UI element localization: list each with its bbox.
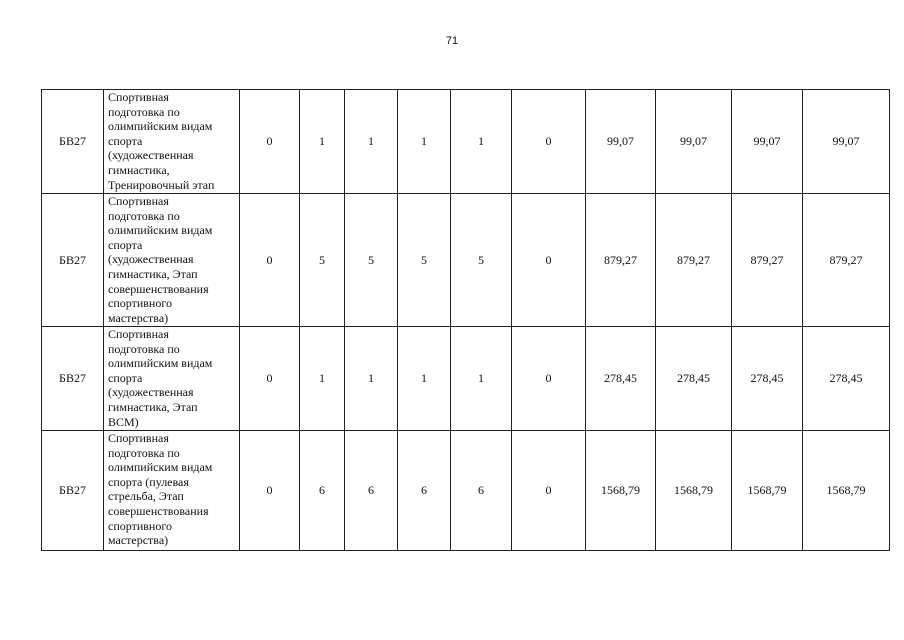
value-cell: 879,27 <box>732 194 803 327</box>
value-cell: 5 <box>300 194 345 327</box>
description-line: стрельба, Этап <box>108 489 184 504</box>
value-cell: 99,07 <box>803 90 890 194</box>
row-code: БВ27 <box>42 90 104 194</box>
value-cell: 1 <box>398 327 451 431</box>
description-line: гимнастика, Этап <box>108 266 198 281</box>
value-cell: 6 <box>300 431 345 551</box>
description-line: подготовка по <box>108 341 180 356</box>
value-cell: 6 <box>451 431 512 551</box>
value-cell: 879,27 <box>803 194 890 327</box>
description-line: подготовка по <box>108 445 180 460</box>
services-table <box>41 89 890 551</box>
value-cell: 99,07 <box>656 90 732 194</box>
page-number: 71 <box>445 35 459 47</box>
value-cell: 1568,79 <box>586 431 656 551</box>
description-line: спорта <box>108 370 143 385</box>
description-line: ВСМ) <box>108 414 139 429</box>
description-line: олимпийским видам <box>108 460 213 475</box>
description-line: спорта <box>108 133 143 148</box>
value-cell: 1 <box>345 327 398 431</box>
value-cell: 0 <box>512 431 586 551</box>
description-line: олимпийским видам <box>108 223 213 238</box>
value-cell: 1 <box>398 90 451 194</box>
value-cell: 278,45 <box>656 327 732 431</box>
value-cell: 5 <box>398 194 451 327</box>
value-cell: 1 <box>451 327 512 431</box>
value-cell: 0 <box>240 327 300 431</box>
value-cell: 1 <box>451 90 512 194</box>
value-cell: 99,07 <box>732 90 803 194</box>
value-cell: 879,27 <box>656 194 732 327</box>
row-code: БВ27 <box>42 194 104 327</box>
row-description <box>104 431 240 551</box>
description-line: мастерства) <box>108 310 169 325</box>
description-line: Спортивная <box>108 327 169 341</box>
description-line: (художественная <box>108 252 194 267</box>
description-line: спорта <box>108 237 143 252</box>
row-code: БВ27 <box>42 431 104 551</box>
description-line: совершенствования <box>108 281 209 296</box>
row-code: БВ27 <box>42 327 104 431</box>
table-row <box>42 327 890 431</box>
description-line: (художественная <box>108 148 194 163</box>
row-description <box>104 327 240 431</box>
description-line: олимпийским видам <box>108 356 213 371</box>
value-cell: 5 <box>451 194 512 327</box>
value-cell: 1 <box>300 327 345 431</box>
description-line: подготовка по <box>108 104 180 119</box>
description-line: совершенствования <box>108 503 209 518</box>
description-line: мастерства) <box>108 533 169 548</box>
value-cell: 99,07 <box>586 90 656 194</box>
description-line: Тренировочный этап <box>108 177 215 192</box>
value-cell: 6 <box>345 431 398 551</box>
description-line: спортивного <box>108 518 172 533</box>
table-row <box>42 194 890 327</box>
description-line: спорта (пулевая <box>108 474 189 489</box>
description-line: (художественная <box>108 385 194 400</box>
row-description <box>104 90 240 194</box>
description-line: гимнастика, <box>108 162 170 177</box>
value-cell: 0 <box>240 90 300 194</box>
table-row <box>42 90 890 194</box>
description-line: Спортивная <box>108 194 169 208</box>
value-cell: 1568,79 <box>803 431 890 551</box>
value-cell: 0 <box>512 194 586 327</box>
value-cell: 5 <box>345 194 398 327</box>
value-cell: 278,45 <box>732 327 803 431</box>
table-row <box>42 431 890 551</box>
value-cell: 879,27 <box>586 194 656 327</box>
description-line: гимнастика, Этап <box>108 399 198 414</box>
value-cell: 0 <box>240 431 300 551</box>
description-line: Спортивная <box>108 431 169 445</box>
value-cell: 1 <box>345 90 398 194</box>
description-line: олимпийским видам <box>108 119 213 134</box>
value-cell: 6 <box>398 431 451 551</box>
row-description <box>104 194 240 327</box>
value-cell: 0 <box>240 194 300 327</box>
value-cell: 1568,79 <box>732 431 803 551</box>
value-cell: 0 <box>512 90 586 194</box>
value-cell: 1568,79 <box>656 431 732 551</box>
value-cell: 1 <box>300 90 345 194</box>
value-cell: 278,45 <box>586 327 656 431</box>
description-line: подготовка по <box>108 208 180 223</box>
value-cell: 0 <box>512 327 586 431</box>
description-line: Спортивная <box>108 90 169 104</box>
description-line: спортивного <box>108 296 172 311</box>
value-cell: 278,45 <box>803 327 890 431</box>
